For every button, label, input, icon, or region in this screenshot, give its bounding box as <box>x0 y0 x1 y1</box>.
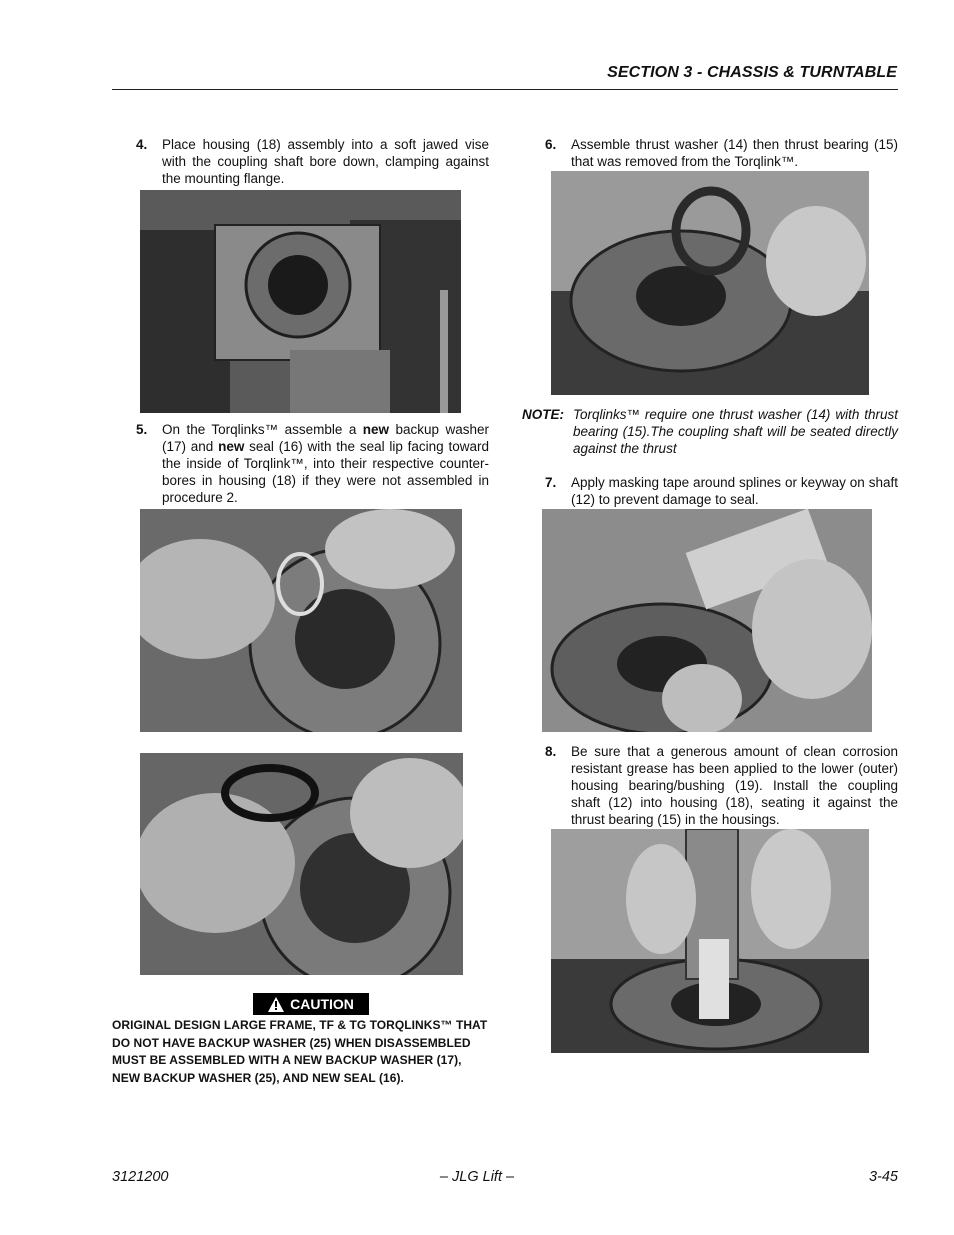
step-text: Be sure that a generous amount of clean corrosion resistant grease has been applied to the lower (outer) housing bearing/bushing (19). Install the coupling shaft (12) into housing (18), seating it against the thrust bearing (15) in the housings. <box>571 744 898 827</box>
note-label: NOTE: <box>522 407 564 422</box>
caution-badge <box>253 993 369 1015</box>
photo-seal-install <box>140 753 463 975</box>
section-title: SECTION 3 - CHASSIS & TURNTABLE <box>607 64 897 81</box>
step-text: Assemble thrust washer (14) then thrust bearing (15) that was removed from the Torqlink™. <box>571 137 898 169</box>
footer-page-number: 3-45 <box>868 1169 898 1185</box>
step-number: 5. <box>136 422 148 437</box>
step-4 <box>136 136 489 187</box>
photo-backup-washer <box>140 509 462 732</box>
step-number: 6. <box>545 137 557 152</box>
step-text: On the Torqlinks™ assemble a new backup washer (17) and new seal (16) with the seal lip facing toward the inside of Torqlink™, into their respective counter-bores in housing (18) if they were not assembled in procedure 2. <box>162 422 489 505</box>
footer-doc-number: 3121200 <box>112 1169 169 1185</box>
header-divider <box>112 89 898 90</box>
photo-coupling-shaft <box>551 829 869 1053</box>
warning-triangle-icon <box>268 997 284 1012</box>
note <box>522 406 898 457</box>
photo-masking-tape <box>542 509 872 732</box>
caution-label: CAUTION <box>290 996 354 1012</box>
step-7 <box>545 474 898 508</box>
step-text: Place housing (18) assembly into a soft jawed vise with the coupling shaft bore down, clamping against the mounting flange. <box>162 137 489 186</box>
step-8 <box>545 743 898 828</box>
photo-thrust-bearing <box>551 171 869 395</box>
photo-housing-in-vise <box>140 190 461 413</box>
step-number: 4. <box>136 137 148 152</box>
step-text: Apply masking tape around splines or keyway on shaft (12) to prevent damage to seal. <box>571 475 898 507</box>
caution-text: ORIGINAL DESIGN LARGE FRAME, TF & TG TORQLINKS™ THAT DO NOT HAVE BACKUP WASHER (25) WHEN DISASSEMBLED MUST BE ASSEMBLED WITH A NEW BACKUP WASHER (17), NEW BACKUP WASHER (25), AND NEW SEAL (16). <box>112 1018 488 1085</box>
step-number: 8. <box>545 744 557 759</box>
step-5 <box>136 421 489 506</box>
step-number: 7. <box>545 475 557 490</box>
footer-center: – JLG Lift – <box>439 1169 515 1185</box>
note-text: Torqlinks™ require one thrust washer (14) with thrust bearing (15).The coupling shaft will be seated directly against the thrust <box>573 407 898 456</box>
step-6 <box>545 136 898 170</box>
